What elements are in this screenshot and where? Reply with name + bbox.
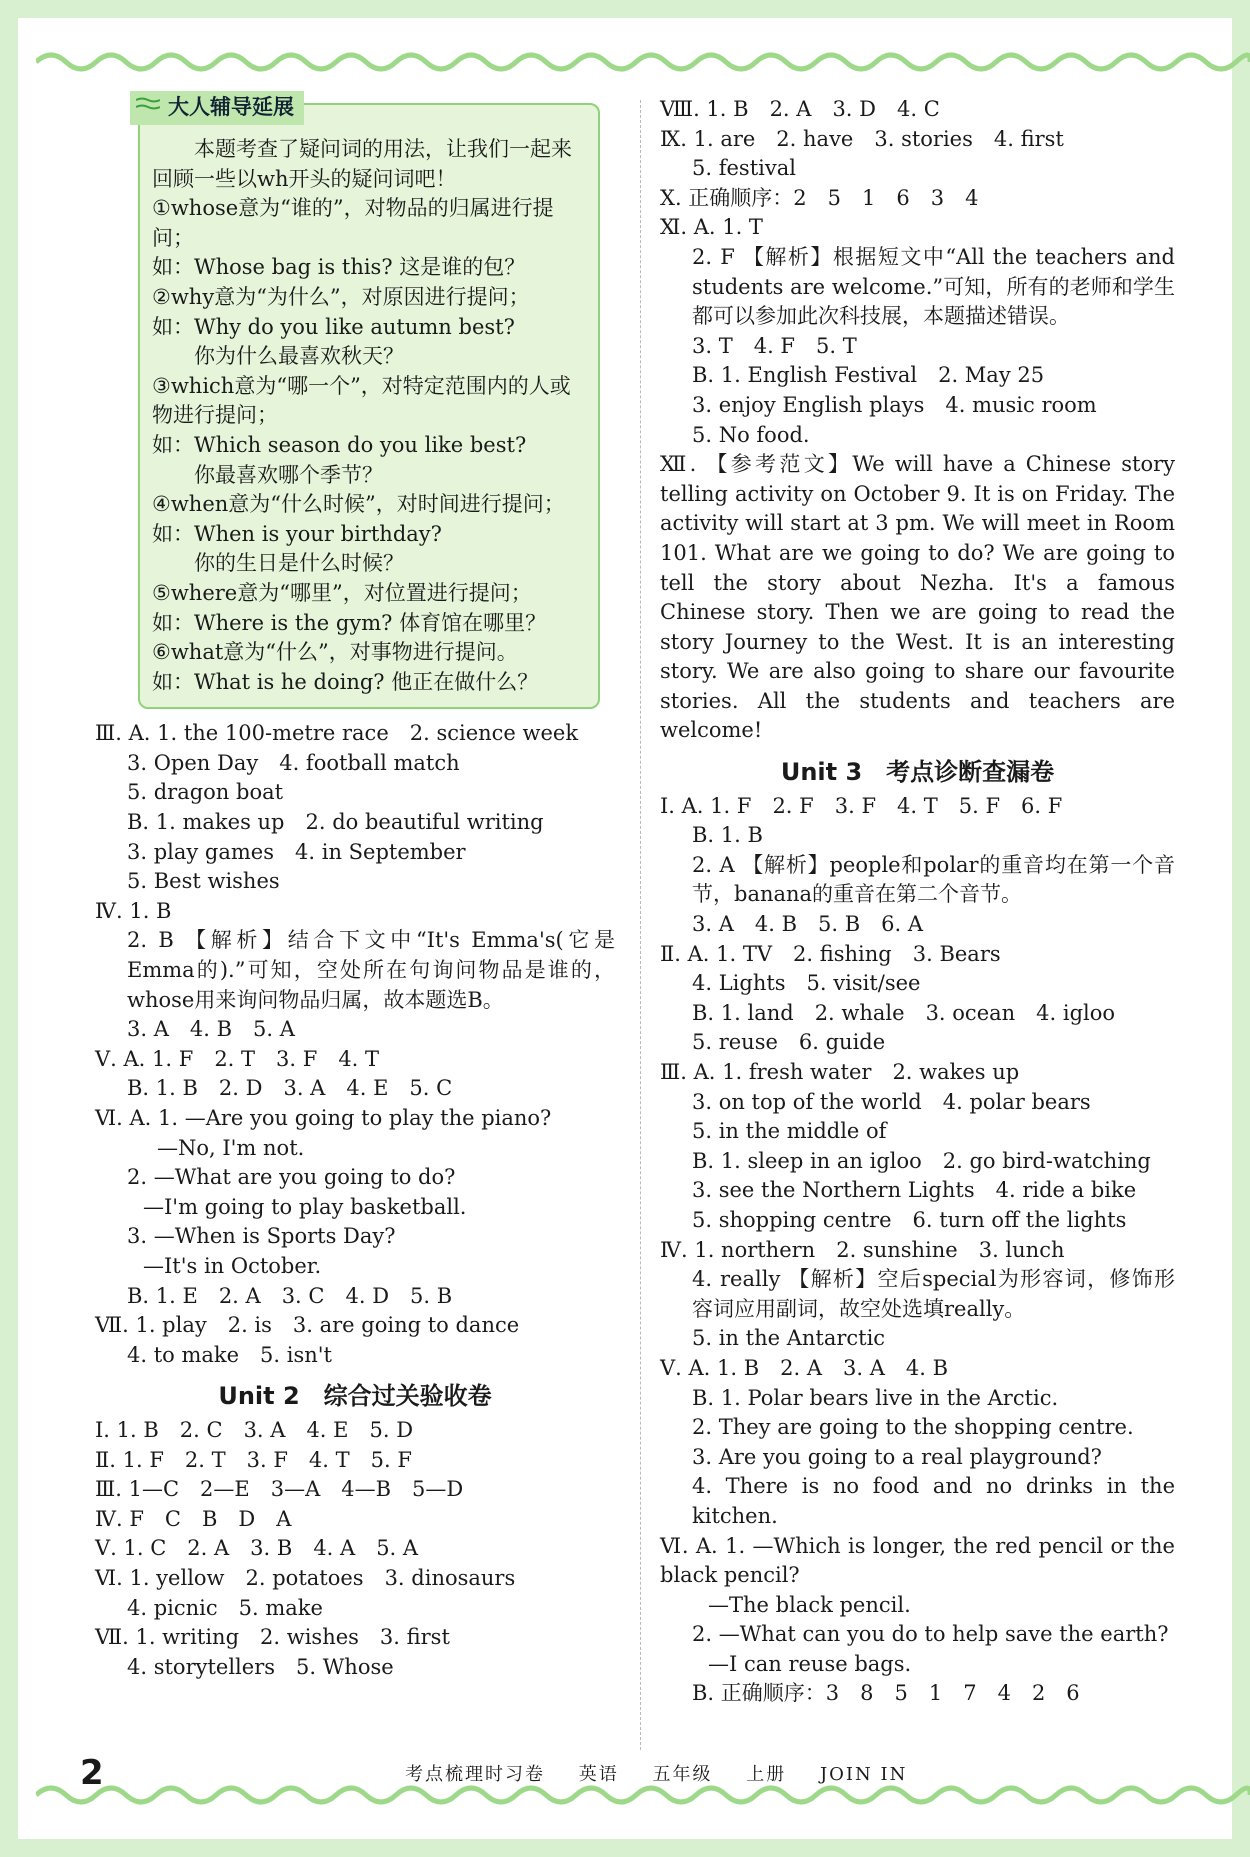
answer-line: 3. enjoy English plays 4. music room: [692, 392, 1097, 417]
answer-line: Ⅵ. A. 1. —Which is longer, the red pencil or the black pencil?: [660, 1533, 1175, 1588]
answer-line: B. 1. Polar bears live in the Arctic.: [692, 1385, 1059, 1410]
box-line: 你的生日是什么时候？: [152, 551, 404, 576]
unit2-heading: Unit 2 综合过关验收卷: [218, 1382, 492, 1411]
answer-line: 4. to make 5. isn't: [127, 1342, 332, 1367]
answer-line: 3. A 4. B 5. A: [127, 1017, 295, 1042]
answer-line: Ⅰ. A. 1. F 2. F 3. F 4. T 5. F 6. F: [660, 793, 1063, 818]
answer-line: 4. storytellers 5. Whose: [127, 1654, 394, 1679]
box-line: 如：When is your birthday?: [152, 521, 442, 546]
box-line: ③which意为“哪一个”，对特定范围内的人或物进行提问；: [152, 373, 571, 428]
answer-line: B. 1. English Festival 2. May 25: [692, 363, 1045, 388]
box-line: 本题考查了疑问词的用法，让我们一起来回顾一些以wh开头的疑问词吧！: [152, 137, 572, 191]
answer-line: B. 1. sleep in an igloo 2. go bird-watching: [692, 1148, 1151, 1173]
answer-line: 2. —What are you going to do?: [127, 1165, 456, 1190]
answer-line: B. 1. B: [692, 823, 763, 848]
answer-line: 4. picnic 5. make: [127, 1595, 323, 1620]
tutor-extension-box: [138, 95, 600, 709]
answer-line: 5. No food.: [692, 422, 810, 447]
answer-line: 4. Lights 5. visit/see: [692, 971, 921, 996]
box-line: 如：Which season do you like best?: [152, 432, 527, 457]
box-line: ①whose意为“谁的”，对物品的归属进行提问；: [152, 196, 554, 250]
answer-line: 5. Best wishes: [127, 869, 280, 894]
answer-line: Ⅳ. F C B D A: [95, 1506, 292, 1531]
wave-lines-icon: [136, 97, 160, 111]
answer-line: Ⅶ. 1. writing 2. wishes 3. first: [95, 1625, 450, 1650]
answer-line: B. 正确顺序：3 8 5 1 7 4 2 6: [692, 1681, 1080, 1706]
answer-line: Ⅲ. A. 1. fresh water 2. wakes up: [660, 1060, 1020, 1084]
answer-line: 2. They are going to the shopping centre.: [692, 1415, 1134, 1440]
analysis-answer: 2. A 【解析】people和polar的重音均在第一个音节，banana的重音在第二个音节。: [692, 852, 1175, 907]
box-line: ④when意为“什么时候”，对时间进行提问；: [152, 492, 565, 517]
footer-edition: JOIN IN: [819, 1764, 908, 1785]
answer-line: Ⅺ. A. 1. T: [660, 215, 763, 240]
answer-line: 3. —When is Sports Day?: [127, 1224, 396, 1249]
unit3-heading: Unit 3 考点诊断查漏卷: [780, 758, 1055, 787]
answer-line: Ⅴ. A. 1. F 2. T 3. F 4. T: [95, 1046, 380, 1071]
answer-line: —It's in October.: [143, 1253, 322, 1278]
answer-line: Ⅴ. 1. C 2. A 3. B 4. A 5. A: [95, 1536, 419, 1561]
answer-line: —The black pencil.: [708, 1592, 911, 1617]
answer-line: Ⅵ. A. 1. —Are you going to play the piano?: [95, 1106, 552, 1130]
answer-line: Ⅵ. 1. yellow 2. potatoes 3. dinosaurs: [95, 1565, 516, 1590]
answer-line: 5. festival: [692, 156, 796, 181]
answer-line: 2. —What can you do to help save the earth?: [692, 1622, 1169, 1647]
box-line: 你最喜欢哪个季节？: [152, 462, 383, 487]
right-column: [660, 95, 1175, 1709]
footer-subject: 英语: [578, 1764, 619, 1785]
answer-line: B. 1. land 2. whale 3. ocean 4. igloo: [692, 1000, 1116, 1025]
answer-line: 3. on top of the world 4. polar bears: [692, 1089, 1091, 1114]
box-line: 如：What is he doing? 他正在做什么？: [152, 669, 539, 694]
analysis-answer: 2. B 【解析】结合下文中“It's Emma's(它是Emma的).”可知，空处所在句询问物品是谁的，whose用来询问物品归属，故本题选B。: [127, 928, 615, 1012]
answer-line: 4. There is no food and no drinks in the kitchen.: [692, 1474, 1175, 1528]
answer-line: Ⅱ. 1. F 2. T 3. F 4. T 5. F: [95, 1447, 412, 1472]
answer-line: Ⅹ. 正确顺序：2 5 1 6 3 4: [660, 185, 979, 210]
footer-grade: 五年级: [652, 1764, 713, 1785]
answer-line: Ⅳ. 1. northern 2. sunshine 3. lunch: [660, 1237, 1065, 1262]
answer-line: 5. in the middle of: [692, 1119, 887, 1144]
answer-line: 5. dragon boat: [127, 780, 284, 805]
answer-line: Ⅲ. A. 1. the 100-metre race 2. science week: [95, 721, 579, 746]
answer-line: Ⅴ. A. 1. B 2. A 3. A 4. B: [660, 1355, 949, 1380]
answer-line: —I can reuse bags.: [708, 1651, 912, 1676]
answer-line: Ⅱ. A. 1. TV 2. fishing 3. Bears: [660, 941, 1001, 966]
answer-line: 3. T 4. F 5. T: [692, 333, 857, 358]
top-wave-border: [36, 40, 1250, 84]
answer-line: 5. in the Antarctic: [692, 1326, 886, 1351]
answer-line: B. 1. makes up 2. do beautiful writing: [127, 810, 544, 835]
answer-line: Ⅳ. 1. B: [95, 898, 172, 923]
answer-page: [95, 95, 1175, 1775]
answer-line: 3. Open Day 4. football match: [127, 750, 460, 775]
answer-line: Ⅷ. 1. B 2. A 3. D 4. C: [660, 97, 940, 121]
box-line: ②why意为“为什么”，对原因进行提问；: [152, 284, 530, 309]
answer-line: 5. shopping centre 6. turn off the lights: [692, 1207, 1127, 1232]
box-title: [130, 91, 304, 125]
footer-book-title: 考点梳理时习卷: [405, 1764, 545, 1785]
answer-line: —No, I'm not.: [157, 1135, 305, 1160]
answer-line: Ⅲ. 1—C 2—E 3—A 4—B 5—D: [95, 1477, 464, 1502]
answer-line: B. 1. E 2. A 3. C 4. D 5. B: [127, 1283, 453, 1308]
answer-line: 3. see the Northern Lights 4. ride a bike: [692, 1178, 1137, 1203]
answer-line: 3. A 4. B 5. B 6. A: [692, 912, 924, 937]
answer-line: 3. Are you going to a real playground?: [692, 1444, 1102, 1469]
answer-line: Ⅰ. 1. B 2. C 3. A 4. E 5. D: [95, 1417, 414, 1442]
box-line: 如：Where is the gym? 体育馆在哪里？: [152, 610, 547, 635]
answer-line: —I'm going to play basketball.: [143, 1194, 467, 1219]
box-line: 你为什么最喜欢秋天？: [152, 344, 404, 369]
box-line: 如：Why do you like autumn best?: [152, 314, 515, 339]
answer-line: 3. play games 4. in September: [127, 839, 466, 864]
box-title-text: 大人辅导延展: [168, 95, 294, 119]
answer-line: Ⅸ. 1. are 2. have 3. stories 4. first: [660, 126, 1064, 151]
answer-line: B. 1. B 2. D 3. A 4. E 5. C: [127, 1076, 453, 1101]
footer-volume: 上册: [746, 1764, 787, 1785]
sample-essay: Ⅻ. 【参考范文】We will have a Chinese story telling activity on October 9. It is on Friday. The activity will start at 3 pm. We will meet in Room 101. What are we going to do? We are going to tell the story about Nezha. It's a famous Chinese story. Then we are going to read the story Journey to the West. It is an interesting story. We are also going to share our favourite stories. All the students and teachers are welcome!: [660, 452, 1175, 743]
box-line: 如：Whose bag is this? 这是谁的包？: [152, 255, 526, 280]
analysis-answer: 4. really 【解析】空后special为形容词，修饰形容词应用副词，故空处选填really。: [692, 1267, 1175, 1321]
left-column: [95, 95, 615, 1682]
answer-line: 5. reuse 6. guide: [692, 1030, 886, 1055]
page-number: 2: [80, 1753, 104, 1793]
box-line: ⑤where意为“哪里”，对位置进行提问；: [152, 580, 532, 605]
answer-line: Ⅶ. 1. play 2. is 3. are going to dance: [95, 1313, 520, 1338]
footer: [405, 1760, 933, 1786]
box-line: ⑥what意为“什么”，对事物进行提问。: [152, 640, 518, 665]
analysis-answer: 2. F 【解析】根据短文中“All the teachers and students are welcome.”可知，所有的老师和学生都可以参加此次科技展，本题描述错误。: [692, 244, 1175, 329]
